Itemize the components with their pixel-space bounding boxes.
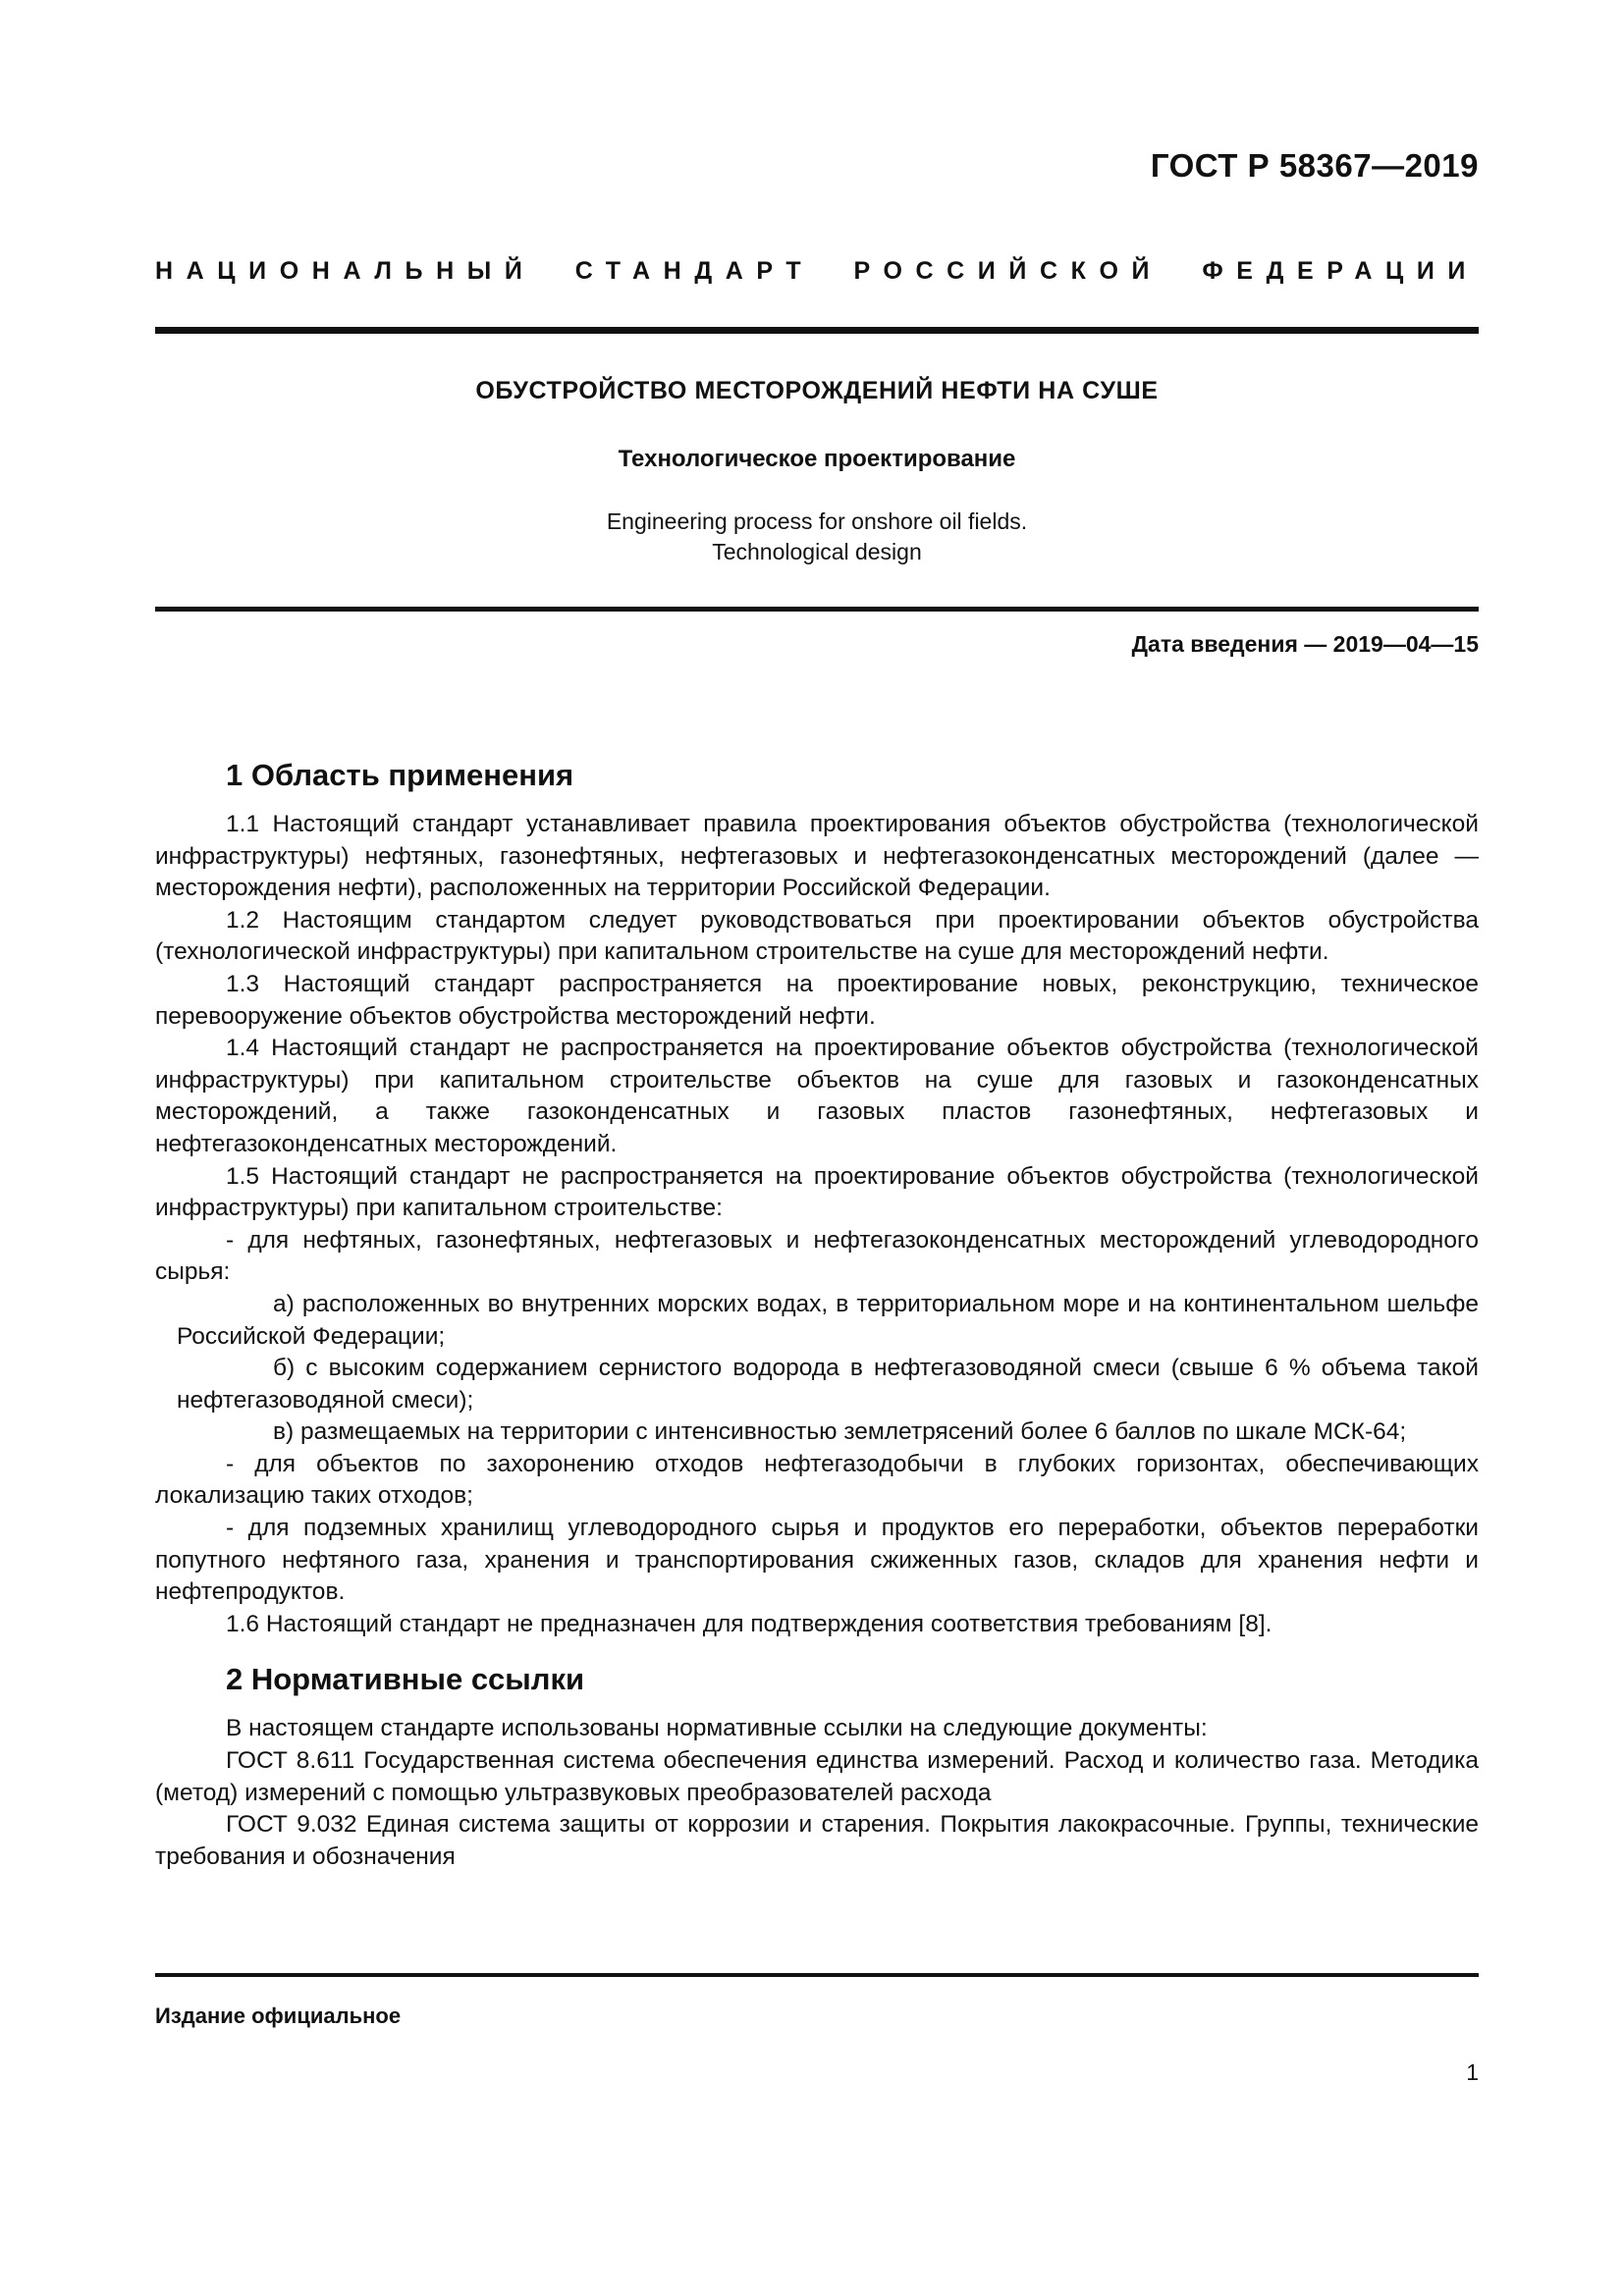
list-item-oil-fields: - для нефтяных, газонефтяных, нефтегазовых и нефтегазоконденсатных месторождений углеводородного сырья: bbox=[155, 1226, 1479, 1286]
clause-1-6: 1.6 Настоящий стандарт не предназначен для подтверждения соответствия требованиям [8]. bbox=[226, 1610, 1272, 1637]
clause-1-5: 1.5 Настоящий стандарт не распространяется на проектирование объектов обустройства (технологической инфраструктуры) при капитальном строительстве: bbox=[155, 1162, 1479, 1222]
reference-gost-8-611: ГОСТ 8.611 Государственная система обеспечения единства измерений. Расход и количество газа. Методика (метод) измерений с помощью ультразвуковых преобразователей расхода bbox=[155, 1747, 1479, 1806]
sub-item-a: а) расположенных во внутренних морских водах, в территориальном море и на континентальном шельфе Российской Федерации; bbox=[177, 1290, 1479, 1350]
official-edition-label: Издание официальное bbox=[155, 2003, 402, 2028]
clause-1-3: 1.3 Настоящий стандарт распространяется на проектирование новых, реконструкцию, техническое перевооружение объектов обустройства месторождений нефти. bbox=[155, 970, 1479, 1030]
page-number: 1 bbox=[1466, 2059, 1479, 2085]
footer-divider bbox=[155, 1973, 1479, 1977]
sub-item-b: б) с высоким содержанием сернистого водорода в нефтегазоводяной смеси (свыше 6 % объема такой нефтегазоводяной смеси); bbox=[177, 1355, 1479, 1414]
english-title bbox=[155, 507, 1479, 567]
clause-1-4: 1.4 Настоящий стандарт не распространяется на проектирование объектов обустройства (технологической инфраструктуры) при капитальном строительстве объектов на суше для газовых и газоконденсатных месторождений, а также газоконденсатных и газовых пластов газонефтяных, нефтегазовых и нефтегазоконденсатных месторождений. bbox=[155, 1035, 1479, 1157]
header-divider bbox=[155, 327, 1479, 334]
document-number: ГОСТ Р 58367—2019 bbox=[1150, 147, 1479, 184]
national-standard-banner: НАЦИОНАЛЬНЫЙ СТАНДАРТ РОССИЙСКОЙ ФЕДЕРАЦИИ bbox=[155, 257, 1479, 285]
references-intro: В настоящем стандарте использованы нормативные ссылки на следующие документы: bbox=[226, 1715, 1208, 1742]
clause-1-1: 1.1 Настоящий стандарт устанавливает правила проектирования объектов обустройства (технологической инфраструктуры) нефтяных, газонефтяных, нефтегазовых и нефтегазоконденсатных месторождений (далее — месторождения нефти), расположенных на территории Российской Федерации. bbox=[155, 811, 1479, 902]
reference-gost-9-032: ГОСТ 9.032 Единая система защиты от коррозии и старения. Покрытия лакокрасочные. Группы, технические требования и обозначения bbox=[155, 1811, 1479, 1870]
introduction-date: Дата введения — 2019—04—15 bbox=[1131, 631, 1479, 657]
english-title-line-2: Technological design bbox=[712, 539, 922, 564]
document-subtitle: Технологическое проектирование bbox=[618, 446, 1016, 472]
clause-1-2: 1.2 Настоящим стандартом следует руководствоваться при проектировании объектов обустройства (технологической инфраструктуры) при капитальном строительстве на суше для месторождений нефти. bbox=[155, 906, 1479, 966]
title-divider bbox=[155, 607, 1479, 612]
section-2-heading: 2 Нормативные ссылки bbox=[226, 1662, 585, 1697]
sub-item-c: в) размещаемых на территории с интенсивностью землетрясений более 6 баллов по шкале МСК-64; bbox=[273, 1418, 1407, 1446]
list-item-storage: - для подземных хранилищ углеводородного сырья и продуктов его переработки, объектов переработки попутного нефтяного газа, хранения и транспортирования сжиженных газов, складов для хранения нефти и нефтепродуктов. bbox=[155, 1515, 1479, 1606]
section-1-heading: 1 Область применения bbox=[226, 758, 574, 792]
document-body bbox=[155, 756, 1479, 1873]
document-title: ОБУСТРОЙСТВО МЕСТОРОЖДЕНИЙ НЕФТИ НА СУШЕ bbox=[475, 377, 1159, 404]
english-title-line-1: Engineering process for onshore oil fields. bbox=[606, 508, 1028, 534]
list-item-waste-disposal: - для объектов по захоронению отходов нефтегазодобычи в глубоких горизонтах, обеспечивающих локализацию таких отходов; bbox=[155, 1450, 1479, 1510]
